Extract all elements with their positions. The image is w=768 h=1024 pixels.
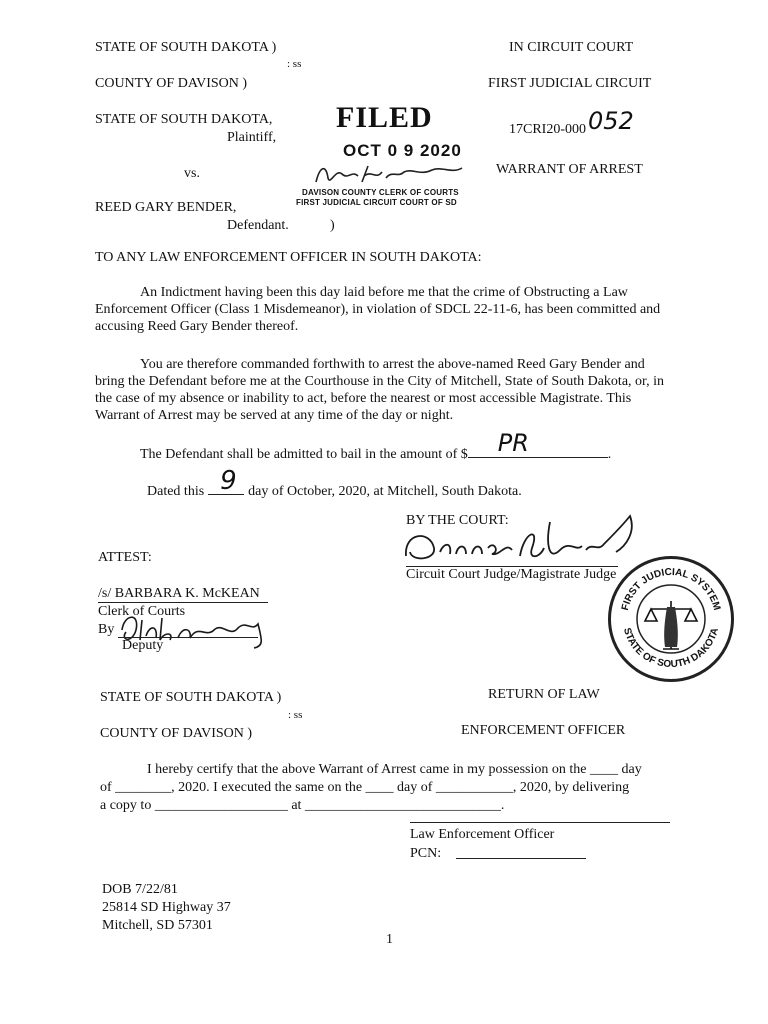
case-number <box>509 107 634 140</box>
defendant-address-1: 25814 SD Highway 37 <box>102 900 231 915</box>
seal-top-text: FIRST JUDICIAL SYSTEM <box>619 566 723 612</box>
paragraph-indictment: An Indictment having been this day laid before me that the crime of Obstructing a Law Enforcement Officer (Class 1 Misdemeanor), in violation of SDCL 22-11-6, has been committed and accusing Reed Gary Bender thereof. <box>95 285 661 334</box>
dated-day-handwritten: 9 <box>220 466 237 496</box>
versus: vs. <box>184 166 200 181</box>
caption-ss: : ss <box>287 58 302 70</box>
clerk-signature: /s/ BARBARA K. McKEAN <box>98 586 260 601</box>
bail-prefix: The Defendant shall be admitted to bail in the amount of $ <box>140 447 468 462</box>
scales-of-justice-icon <box>645 601 697 649</box>
return-state: STATE OF SOUTH DAKOTA ) <box>100 690 282 705</box>
case-number-handwritten: 052 <box>588 107 634 135</box>
caption-paren: ) <box>330 218 335 233</box>
dated-prefix: Dated this <box>147 484 205 499</box>
judge-title: Circuit Court Judge/Magistrate Judge <box>406 567 617 582</box>
defendant-role: Defendant. <box>227 218 289 233</box>
return-title-2: ENFORCEMENT OFFICER <box>461 723 626 738</box>
caption-state: STATE OF SOUTH DAKOTA ) <box>95 40 277 55</box>
seal-bottom-text: STATE OF SOUTH DAKOTA <box>621 626 721 671</box>
defendant-name: REED GARY BENDER, <box>95 200 237 215</box>
pcn-blank-line <box>456 858 586 859</box>
judge-signature <box>400 512 640 570</box>
caption-county: COUNTY OF DAVISON ) <box>95 76 248 91</box>
document-title: WARRANT OF ARREST <box>496 162 643 177</box>
filed-clerk: DAVISON COUNTY CLERK OF COURTS <box>302 188 459 197</box>
certify-line-2: of ________, 2020. I executed the same on the ____ day of ___________, 2020, by delivering <box>100 780 630 795</box>
court-name: IN CIRCUIT COURT <box>509 40 634 55</box>
bail-amount-handwritten: PR <box>497 429 529 457</box>
return-county: COUNTY OF DAVISON ) <box>100 726 253 741</box>
certify-line-1: I hereby certify that the above Warrant of Arrest came in my possession on the ____ day <box>147 762 642 777</box>
by-the-court: BY THE COURT: <box>406 513 509 528</box>
filed-stamp: FILED <box>336 101 433 134</box>
attest-label: ATTEST: <box>98 550 152 565</box>
dated-day-blank <box>208 466 244 496</box>
address-line: TO ANY LAW ENFORCEMENT OFFICER IN SOUTH DAKOTA: <box>95 250 482 265</box>
bail-blank <box>468 429 608 458</box>
paragraph-command: You are therefore commanded forthwith to arrest the above-named Reed Gary Bender and bring the Defendant before me at the Courthouse in the City of Mitchell, State of South Dakota, or, in the case of my absence or inability to act, before the nearest or most accessible Magistrate. This Warrant of Arrest may be served at any time of the day or night. <box>95 357 665 423</box>
return-ss: : ss <box>288 709 303 721</box>
deputy-by: By <box>98 622 115 637</box>
bail-line <box>140 429 612 464</box>
judicial-circuit: FIRST JUDICIAL CIRCUIT <box>488 76 652 91</box>
pcn-label: PCN: <box>410 846 442 861</box>
return-title-1: RETURN OF LAW <box>488 687 600 702</box>
clerk-signature-line <box>98 602 268 603</box>
officer-label: Law Enforcement Officer <box>410 827 555 842</box>
plaintiff-name: STATE OF SOUTH DAKOTA, <box>95 112 273 127</box>
page-number: 1 <box>386 932 393 947</box>
filed-court: FIRST JUDICIAL CIRCUIT COURT OF SD <box>296 198 457 207</box>
filed-date: OCT 0 9 2020 <box>343 141 462 160</box>
dated-suffix: day of October, 2020, at Mitchell, South Dakota. <box>248 484 522 499</box>
officer-signature-line <box>410 822 670 823</box>
plaintiff-role: Plaintiff, <box>227 130 277 145</box>
clerk-signature-scribble <box>312 160 472 190</box>
certify-line-3: a copy to ___________________ at ____________________________. <box>100 798 505 813</box>
defendant-address-2: Mitchell, SD 57301 <box>102 918 213 933</box>
case-number-printed: 17CRI20-000 <box>509 122 586 137</box>
clerk-title: Clerk of Courts <box>98 604 186 619</box>
court-seal <box>608 556 734 682</box>
dated-line <box>147 466 522 501</box>
defendant-dob: DOB 7/22/81 <box>102 882 178 897</box>
bail-suffix: . <box>607 447 612 462</box>
deputy-label: Deputy <box>122 638 164 653</box>
